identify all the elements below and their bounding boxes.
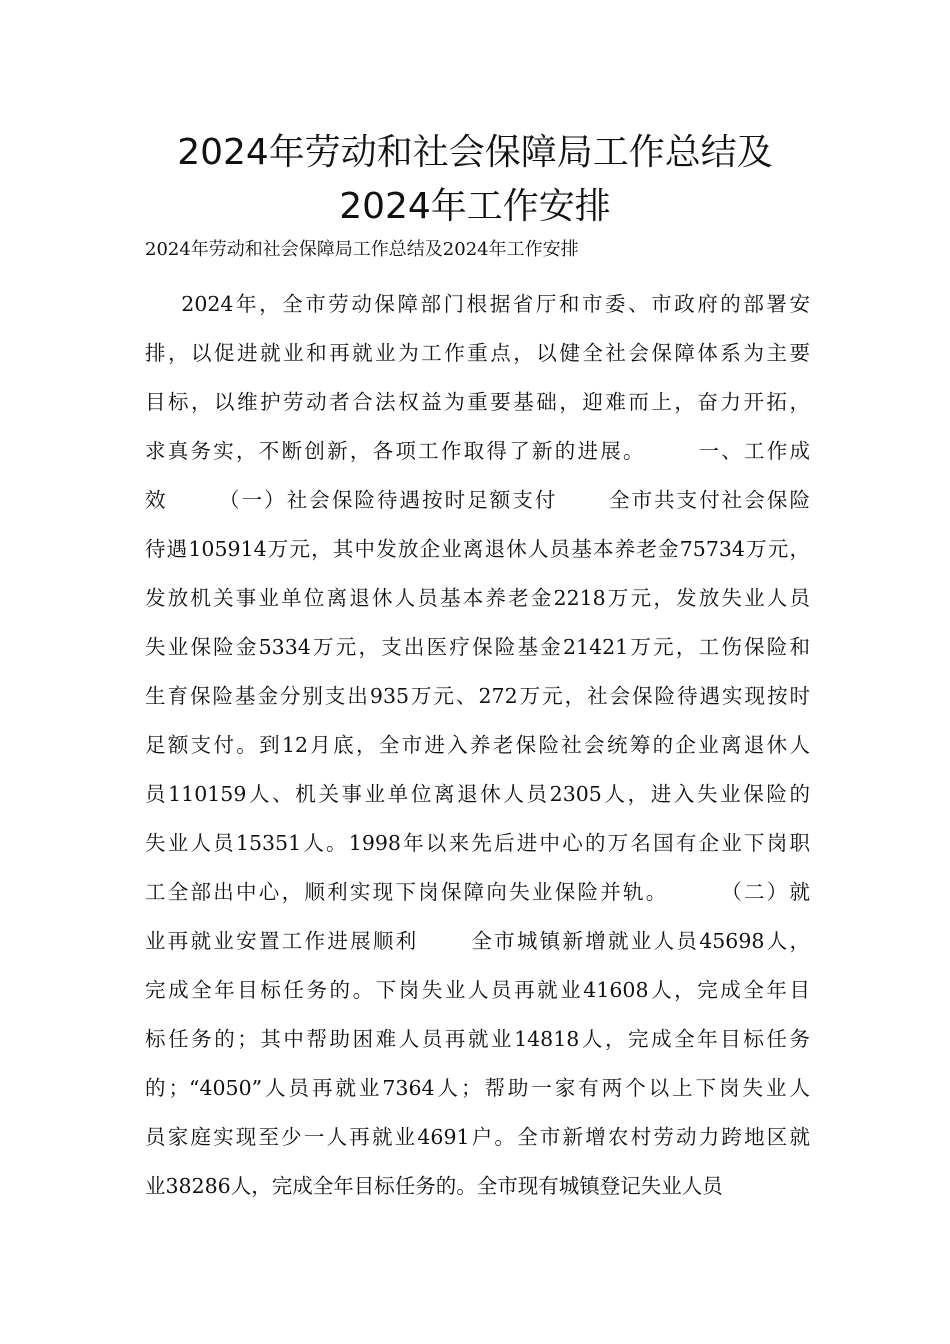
body-text-line: 排，以促进就业和再就业为工作重点，以健全社会保障体系为主要 bbox=[145, 341, 810, 365]
body-text-line: 求真务实，不断创新，各项工作取得了新的进展。 一、工作成 bbox=[145, 439, 810, 463]
body-text-line: 标任务的；其中帮助困难人员再就业14818人，完成全年目标任务 bbox=[145, 1027, 810, 1051]
body-text-line: 待遇105914万元，其中发放企业离退休人员基本养老金75734万元， bbox=[145, 537, 810, 561]
body-text-line: 足额支付。到12月底，全市进入养老保险社会统筹的企业离退休人 bbox=[145, 733, 810, 757]
document-title-line-1: 2024年劳动和社会保障局工作总结及 bbox=[177, 132, 773, 173]
body-text-line: 发放机关事业单位离退休人员基本养老金2218万元，发放失业人员 bbox=[145, 586, 810, 610]
body-text-line: 业再就业安置工作进展顺利 全市城镇新增就业人员45698人， bbox=[145, 929, 810, 953]
document-subtitle: 2024年劳动和社会保障局工作总结及2024年工作安排 bbox=[145, 239, 579, 260]
body-text-line: 业38286人，完成全年目标任务的。全市现有城镇登记失业人员 bbox=[145, 1174, 723, 1198]
body-text-line: 生育保险基金分别支出935万元、272万元，社会保险待遇实现按时 bbox=[145, 684, 810, 708]
body-text-line: 工全部出中心，顺利实现下岗保障向失业保险并轨。 （二）就 bbox=[145, 880, 810, 904]
body-text-line: 员家庭实现至少一人再就业4691户。全市新增农村劳动力跨地区就 bbox=[145, 1125, 810, 1149]
body-text-line: 效 （一）社会保险待遇按时足额支付 全市共支付社会保险 bbox=[145, 488, 810, 512]
body-text-line: 的；“4050”人员再就业7364人；帮助一家有两个以上下岗失业人 bbox=[145, 1076, 810, 1100]
body-text-line: 失业保险金5334万元，支出医疗保险基金21421万元，工伤保险和 bbox=[145, 635, 810, 659]
document-title-line-2: 2024年工作安排 bbox=[339, 186, 611, 227]
body-text-line: 目标，以维护劳动者合法权益为重要基础，迎难而上，奋力开拓， bbox=[145, 390, 810, 414]
body-text-line: 完成全年目标任务的。下岗失业人员再就业41608人，完成全年目 bbox=[145, 978, 810, 1002]
body-text-line: 失业人员15351人。1998年以来先后进中心的万名国有企业下岗职 bbox=[145, 831, 810, 855]
body-text-line: 员110159人、机关事业单位离退休人员2305人，进入失业保险的 bbox=[145, 782, 810, 806]
body-text-line: 2024年，全市劳动保障部门根据省厅和市委、市政府的部署安 bbox=[145, 292, 810, 316]
